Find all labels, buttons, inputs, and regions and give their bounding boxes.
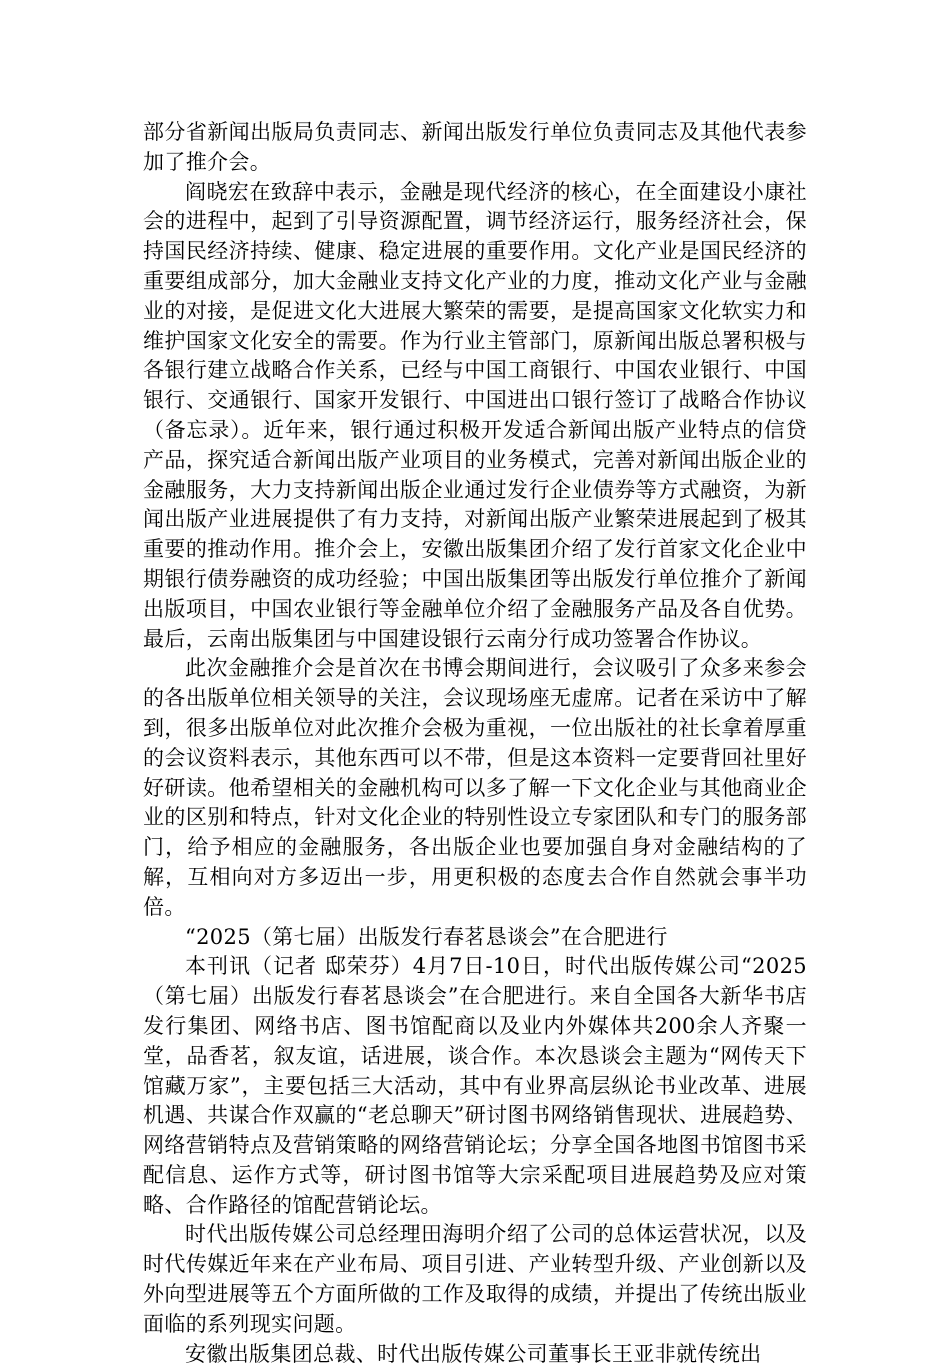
document-page (143, 118, 807, 1369)
paragraph-speech: 阎晓宏在致辞中表示，金融是现代经济的核心，在全面建设小康社会的进程中，起到了引导资源配置，调节经济运行，服务经济社会，保持国民经济持续、健康、稳定进展的重要作用。文化产业是国民经济的重要组成部分，加大金融业支持文化产业的力度，推动文化产业与金融业的对接，是促进文化大进展大繁荣的需要，是提高国家文化软实力和维护国家文化安全的需要。作为行业主管部门，原新闻出版总署积极与各银行建立战略合作关系，已经与中国工商银行、中国农业银行、中国银行、交通银行、国家开发银行、中国进出口银行签订了战略合作协议（备忘录）。近年来，银行通过积极开发适合新闻出版产业特点的信贷产品，探究适合新闻出版产业项目的业务模式，完善对新闻出版企业的金融服务，大力支持新闻出版企业通过发行企业债券等方式融资，为新闻出版产业进展提供了有力支持，对新闻出版产业繁荣进展起到了极其重要的推动作用。推介会上，安徽出版集团介绍了发行首家文化企业中期银行债券融资的成功经验；中国出版集团等出版发行单位推介了新闻出版项目，中国农业银行等金融单位介绍了金融服务产品及各自优势。最后，云南出版集团与中国建设银行云南分行成功签署合作协议。 (143, 179, 807, 651)
paragraph-news-report: 本刊讯（记者 邸荣芬）4月7日-10日，时代出版传媒公司“2025（第七届）出版发行春茗恳谈会”在合肥进行。来自全国各大新华书店发行集团、网络书店、图书馆配商以及业内外媒体共200余人齐聚一堂，品香茗，叙友谊，话进展，谈合作。本次恳谈会主题为“网传天下馆藏万家”，主要包括三大活动，其中有业界高层纵论书业改革、进展机遇、共谋合作双赢的“老总聊天”研讨图书网络销售现状、进展趋势、网络营销特点及营销策略的网络营销论坛；分享全国各地图书馆图书采配信息、运作方式等，研讨图书馆等大宗采配项目进展趋势及应对策略、合作路径的馆配营销论坛。 (143, 954, 807, 1217)
paragraph-attendees: 部分省新闻出版局负责同志、新闻出版发行单位负责同志及其他代表参加了推介会。 (143, 120, 807, 174)
section-heading: “2025（第七届）出版发行春茗恳谈会”在合肥进行 (185, 924, 668, 949)
paragraph-chairman-remarks: 安徽出版集团总裁、时代出版传媒公司董事长王亚非就传统出 (185, 1341, 762, 1366)
paragraph-conference-impression: 此次金融推介会是首次在书博会期间进行，会议吸引了众多来参会的各出版单位相关领导的关注，会议现场座无虚席。记者在采访中了解到，很多出版单位对此次推介会极为重视，一位出版社的社长拿着厚重的会议资料表示，其他东西可以不带，但是这本资料一定要背回社里好好研读。他希望相关的金融机构可以多了解一下文化企业与其他商业企业的区别和特点，针对文化企业的特别性设立专家团队和专门的服务部门，给予相应的金融服务，各出版企业也要加强自身对金融结构的了解，互相向对方多迈出一步，用更积极的态度去合作自然就会事半功倍。 (143, 656, 807, 919)
paragraph-company-overview: 时代出版传媒公司总经理田海明介绍了公司的总体运营状况，以及时代传媒近年来在产业布局、项目引进、产业转型升级、产业创新以及外向型进展等五个方面所做的工作及取得的成绩，并提出了传统出版业面临的系列现实问题。 (143, 1222, 807, 1336)
